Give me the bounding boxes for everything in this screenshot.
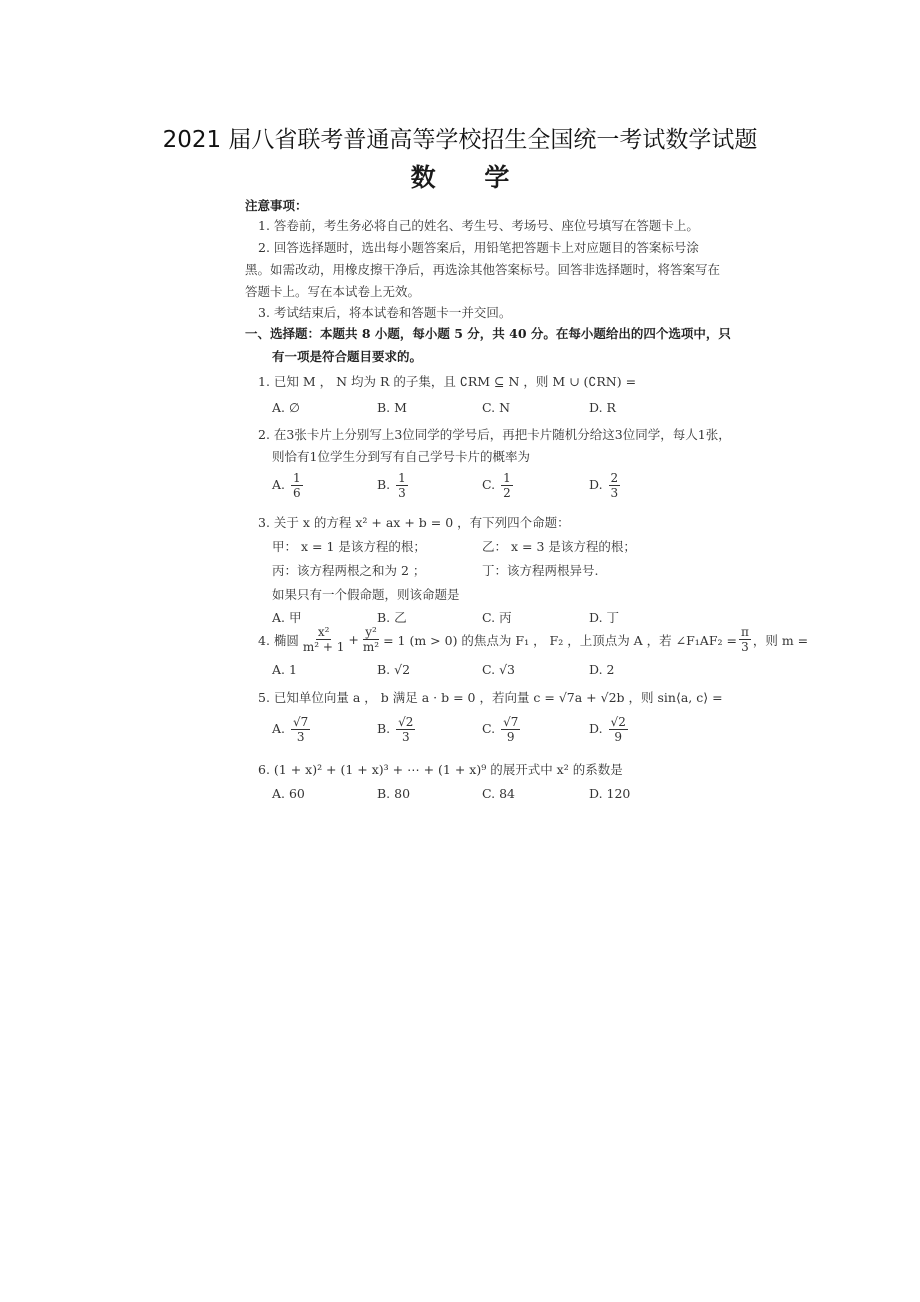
question-3-stem: 3. 关于 x 的方程 x² + ax + b = 0 ，有下列四个命题： <box>258 515 570 530</box>
numerator: 1 <box>398 471 406 485</box>
question-2-option-c-label: C. <box>482 477 496 492</box>
question-2-option-c <box>482 471 515 500</box>
denominator: 9 <box>506 730 515 744</box>
question-4-suffix: ，则 m = <box>752 632 809 648</box>
denominator: 6 <box>293 486 301 500</box>
plus-sign: + <box>348 632 359 647</box>
denominator: 3 <box>398 486 406 500</box>
numerator: √2 <box>398 715 414 729</box>
notice-item-2-line-3: 答题卡上。写在本试卷上无效。 <box>245 284 421 299</box>
denominator: 3 <box>401 730 410 744</box>
question-5-option-c-fraction <box>501 715 520 744</box>
notice-item-1: 1. 答卷前，考生务必将自己的姓名、考生号、考场号、座位号填写在答题卡上。 <box>258 218 699 233</box>
question-4-stem <box>258 625 808 654</box>
question-5-option-a <box>272 715 312 744</box>
question-4-prefix: 4. 椭圆 <box>258 632 299 648</box>
ellipse-y-term <box>361 625 381 654</box>
denominator: m² + 1 <box>302 640 345 654</box>
denominator: 3 <box>610 486 619 500</box>
question-6-option-a: A. 60 <box>272 786 305 801</box>
numerator: 1 <box>293 471 301 485</box>
question-3-statement-bing: 丙：该方程两根之和为 2 ； <box>272 563 426 578</box>
question-2-option-a <box>272 471 305 500</box>
question-5-option-c <box>482 715 522 744</box>
numerator: y² <box>365 625 377 639</box>
question-4-option-b: B. √2 <box>377 662 411 677</box>
question-1-option-c: C. N <box>482 400 511 415</box>
question-5-option-b <box>377 715 417 744</box>
numerator: π <box>740 625 749 639</box>
question-6-option-c: C. 84 <box>482 786 515 801</box>
question-3-statement-ding: 丁：该方程两根异号. <box>482 563 599 578</box>
numerator: √2 <box>610 715 626 729</box>
section-1-heading-line-2: 有一项是符合题目要求的。 <box>272 349 423 364</box>
question-5-option-d-label: D. <box>589 721 603 736</box>
question-5-option-c-label: C. <box>482 721 496 736</box>
question-3-option-d: D. 丁 <box>589 610 620 625</box>
question-5-option-a-fraction <box>291 715 310 744</box>
notice-item-3: 3. 考试结束后，将本试卷和答题卡一并交回。 <box>258 305 512 320</box>
question-2-option-d-fraction <box>609 471 621 500</box>
angle-fraction <box>739 625 751 654</box>
question-1-option-d: D. R <box>589 400 616 415</box>
numerator: √7 <box>503 715 519 729</box>
question-3-ask: 如果只有一个假命题，则该命题是 <box>272 587 460 602</box>
section-1-heading-line-1: 一、选择题：本题共 8 小题，每小题 5 分，共 40 分。在每小题给出的四个选项中，只 <box>245 326 731 341</box>
denominator: 3 <box>296 730 305 744</box>
numerator: 2 <box>610 471 619 485</box>
numerator: √7 <box>293 715 309 729</box>
question-2-option-b-label: B. <box>377 477 391 492</box>
question-2-stem-line-2: 则恰有1位学生分到写有自己学号卡片的概率为 <box>272 449 530 464</box>
question-1-option-a: A. ∅ <box>272 400 300 415</box>
question-2-option-b <box>377 471 410 500</box>
denominator: 2 <box>503 486 511 500</box>
question-4-option-c: C. √3 <box>482 662 515 677</box>
subject-heading: 数 学 <box>410 163 530 192</box>
question-6-option-b: B. 80 <box>377 786 411 801</box>
question-5-option-d-fraction <box>609 715 628 744</box>
question-4-option-d: D. 2 <box>589 662 615 677</box>
question-5-option-b-fraction <box>396 715 415 744</box>
question-2-option-c-fraction <box>501 471 513 500</box>
question-3-statement-jia: 甲： x = 1 是该方程的根； <box>272 539 426 554</box>
question-2-option-a-fraction <box>291 471 303 500</box>
question-5-stem: 5. 已知单位向量 a ， b 满足 a · b = 0 ，若向量 c = √7a + √2b ，则 sin⟨a, c⟩ = <box>258 690 723 705</box>
question-3-option-c: C. 丙 <box>482 610 512 625</box>
question-5-option-b-label: B. <box>377 721 391 736</box>
numerator: 1 <box>503 471 511 485</box>
denominator: 9 <box>614 730 622 744</box>
question-5-option-a-label: A. <box>272 721 286 736</box>
notice-heading: 注意事项： <box>245 198 308 213</box>
question-2-stem-line-1: 2. 在3张卡片上分别写上3位同学的学号后，再把卡片随机分给这3位同学，每人1张， <box>258 427 731 442</box>
question-3-option-b: B. 乙 <box>377 610 407 625</box>
denominator: m² <box>362 640 380 654</box>
question-4-middle: = 1 (m > 0) 的焦点为 F₁ ， F₂ ，上顶点为 A ，若 ∠F₁AF₂ = <box>383 632 737 648</box>
question-4-option-a: A. 1 <box>272 662 297 677</box>
document-title: 2021 届八省联考普通高等学校招生全国统一考试数学试题 <box>162 127 758 153</box>
notice-item-2-line-2: 黑。如需改动，用橡皮擦干净后，再选涂其他答案标号。回答非选择题时，将答案写在 <box>245 262 721 277</box>
denominator: 3 <box>741 640 749 654</box>
ellipse-x-term <box>301 625 347 654</box>
question-6-stem: 6. (1 + x)² + (1 + x)³ + ⋯ + (1 + x)⁹ 的展开式中 x² 的系数是 <box>258 762 623 777</box>
question-1-option-b: B. M <box>377 400 407 415</box>
question-3-statement-yi: 乙： x = 3 是该方程的根； <box>482 539 636 554</box>
question-6-option-d: D. 120 <box>589 786 631 801</box>
numerator: x² <box>317 625 330 639</box>
question-5-option-d <box>589 715 630 744</box>
question-2-option-d-label: D. <box>589 477 603 492</box>
question-1-stem: 1. 已知 M ， N 均为 R 的子集，且 ∁RM ⊆ N ，则 M ∪ (∁RN) = <box>258 374 637 389</box>
question-3-option-a: A. 甲 <box>272 610 302 625</box>
notice-item-2-line-1: 2. 回答选择题时，选出每小题答案后，用铅笔把答题卡上对应题目的答案标号涂 <box>258 240 699 255</box>
question-2-option-b-fraction <box>396 471 408 500</box>
question-2-option-a-label: A. <box>272 477 286 492</box>
question-2-option-d <box>589 471 622 500</box>
